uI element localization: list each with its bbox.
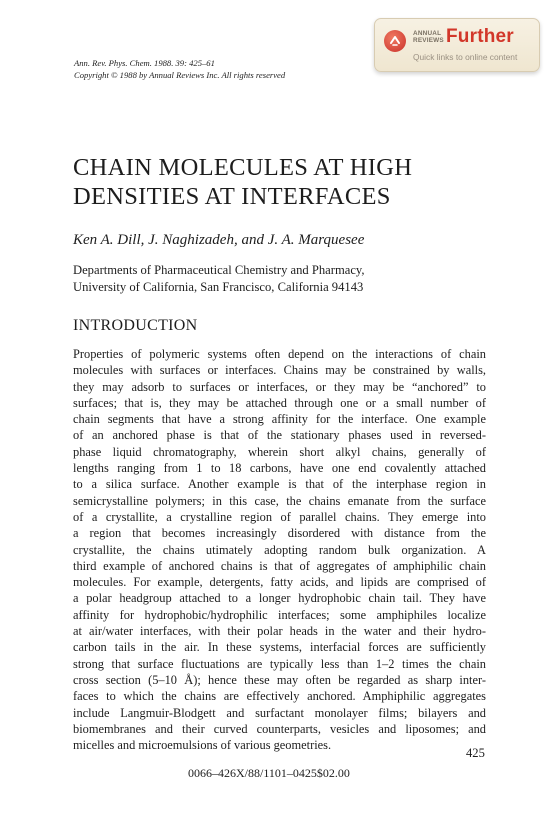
body-line: micelles and microemulsions of various geometries. [73, 738, 332, 753]
affiliation-line-1: Departments of Pharmaceutical Chemistry and Pharmacy, [73, 263, 365, 277]
author-affiliation [73, 262, 365, 296]
annual-reviews-logo-icon [384, 30, 406, 52]
body-line: at air/water interfaces, with their polar heads in the water and their hydro- [73, 624, 486, 639]
citation-line-2: Copyright © 1988 by Annual Reviews Inc. All rights reserved [74, 70, 286, 80]
journal-citation [74, 57, 285, 81]
body-line: a polar headgroup attached to a longer hydrophobic chain tail. They have [73, 591, 486, 606]
body-line: molecules with surfaces or interfaces. Chains may be constrained by walls, [73, 363, 486, 378]
body-line: strong that surface fluctuations are typically less than 1–2 times the chain [73, 656, 486, 671]
title-line-2: DENSITIES AT INTERFACES [73, 183, 391, 210]
introduction-body [73, 346, 486, 753]
citation-line-1: Ann. Rev. Phys. Chem. 1988. 39: 425–61 [74, 58, 215, 68]
annual-label: ANNUAL [413, 30, 442, 37]
body-line: phase liquid chromatography, wherein short alkyl chains, generally of [73, 444, 486, 459]
further-subtitle: Quick links to online content [413, 52, 518, 62]
body-line: carbon tails in the air. In these systems, interfacial forces are sufficiently [73, 640, 486, 655]
article-title [73, 153, 493, 211]
body-line: cross section (5–10 Å); hence these may often be regarded as sharp inter- [73, 672, 486, 687]
reviews-label: REVIEWS [413, 37, 444, 45]
affiliation-line-2: University of California, San Francisco, California 94143 [73, 280, 364, 294]
body-line: surfaces; that is, they may be attached through one or a small number of [73, 395, 486, 410]
body-line: include Langmuir-Blodgett and surfactant monolayer films; bilayers and [73, 705, 486, 720]
section-heading: INTRODUCTION [73, 317, 198, 334]
title-line-1: CHAIN MOLECULES AT HIGH [73, 154, 413, 181]
annual-reviews-wordmark [413, 30, 444, 45]
body-line: a region that becomes increasingly disordered with distance from the [73, 526, 486, 541]
page-number: 425 [466, 746, 485, 760]
price-code: 0066–426X/88/1101–0425$02.00 [188, 766, 350, 780]
body-line: biomembranes and their curved counterparts, vesicles and liposomes; and [73, 721, 486, 736]
body-line: they may adsorb to surfaces or interfaces, or they may be “anchored” to [73, 379, 486, 394]
body-line: faces to which the chains are effectively anchored. Amphiphilic aggregates [73, 689, 486, 704]
body-line: chain segments that have a strong affinity for the interface. One example [73, 412, 486, 427]
body-line: molecules. For example, detergents, fatty acids, and lipids are comprised of [73, 575, 486, 590]
body-line: of an anchored phase is that of the stationary phases used in reversed- [73, 428, 486, 443]
body-line: affinity for hydrophobic/hydrophilic interfaces; some amphiphiles localize [73, 607, 486, 622]
body-line: third example of anchored chains is that of aggregates of amphiphilic chain [73, 558, 486, 573]
further-label: Further [446, 26, 514, 47]
body-line: crystallite, the chains utimately adopting random bulk organization. A [73, 542, 486, 557]
body-line: lengths ranging from 1 to 18 carbons, have one end covalently attached [73, 461, 486, 476]
annual-reviews-further-link[interactable] [374, 18, 540, 72]
body-line: of a crystallite, a crystalline region of parallel chains. They emerge into [73, 509, 486, 524]
body-line: semicrystalline polymers; in this case, the chains emanate from the surface [73, 493, 486, 508]
body-line: to a silica surface. Another example is that of the interphase region in [73, 477, 486, 492]
author-list: Ken A. Dill, J. Naghizadeh, and J. A. Marquesee [73, 232, 365, 248]
body-line: Properties of polymeric systems often depend on the interactions of chain [73, 347, 486, 361]
